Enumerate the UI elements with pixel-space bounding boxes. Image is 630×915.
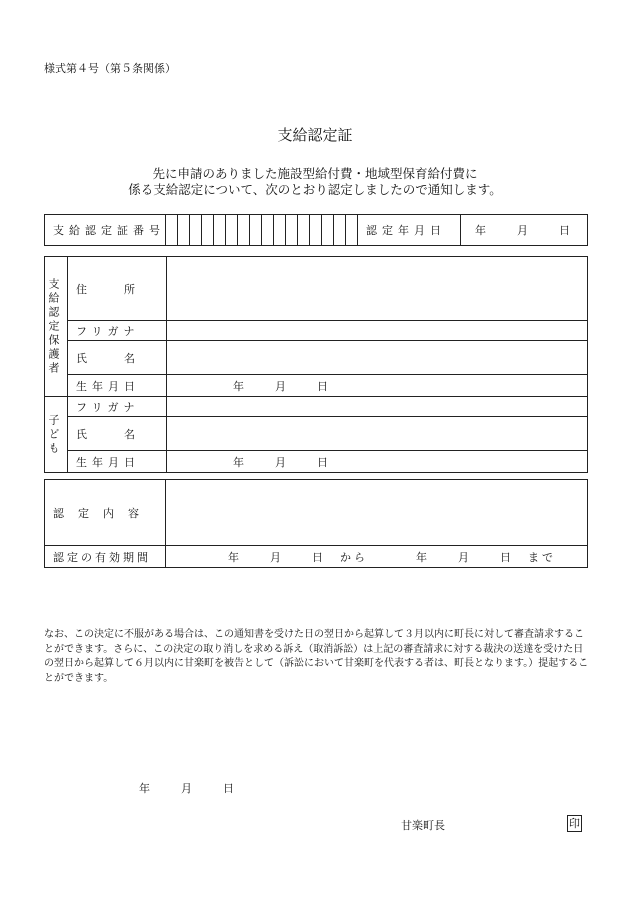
child-birth-value[interactable]: 年 月 日 [167, 451, 588, 473]
appeal-notice: なお、この決定に不服がある場合は、この通知書を受けた日の翌日から起算して３月以内に町長に対して審査請求することができます。さらに、この決定の取り消しを求める訴え（取消訴訟）は上記の審査請求に対する裁決の送達を受けた日の翌日から起算して６月以内に甘楽町を被告として（訴訟において甘楽町を代表する者は、町長となります。）提起することができます。 [44, 629, 589, 684]
cert-number-cell[interactable] [166, 215, 178, 246]
cert-number-cell[interactable] [190, 215, 202, 246]
cert-number-cell[interactable] [286, 215, 298, 246]
seal-mark: 印 [569, 817, 580, 830]
cert-number-cell[interactable] [238, 215, 250, 246]
address-label: 住 所 [68, 257, 167, 321]
lead-line-1: 先に申請のありました施設型給付費・地域型保育給付費に [152, 166, 478, 181]
person-table [44, 256, 588, 473]
cert-number-cell[interactable] [226, 215, 238, 246]
guardian-birth-label: 生年月日 [68, 375, 167, 397]
cert-date-value[interactable]: 年 月 日 [461, 215, 588, 246]
issuer-name: 甘楽町長 [401, 819, 445, 832]
child-group-cell [45, 397, 68, 473]
cert-number-cell[interactable] [310, 215, 322, 246]
period-to: 年 月 日 まで [416, 550, 556, 564]
cert-number-label: 支給認定証番号 [45, 215, 166, 246]
guardian-group-cell [45, 257, 68, 397]
guardian-furigana-label: フリガナ [68, 321, 167, 341]
address-value[interactable] [167, 257, 588, 321]
child-name-value[interactable] [167, 417, 588, 451]
cert-number-cell[interactable] [334, 215, 346, 246]
cert-content-label: 認定内容 [45, 480, 166, 546]
lead-line-2: 係る支給認定について、次のとおり認定しましたので通知します。 [128, 182, 502, 197]
child-name-label: 氏 名 [68, 417, 167, 451]
document-title: 支給認定証 [277, 126, 353, 144]
cert-number-cell[interactable] [202, 215, 214, 246]
guardian-group-label: 支給認定保護者 [47, 277, 60, 376]
cert-number-cell[interactable] [250, 215, 262, 246]
cert-content-value[interactable] [166, 480, 588, 546]
cert-number-cell[interactable] [322, 215, 334, 246]
guardian-birth-value[interactable]: 年 月 日 [167, 375, 588, 397]
cert-content-table [44, 479, 588, 568]
child-furigana-value[interactable] [167, 397, 588, 417]
cert-number-cell[interactable] [214, 215, 226, 246]
cert-number-cell[interactable] [298, 215, 310, 246]
cert-number-cell[interactable] [262, 215, 274, 246]
cert-number-table [44, 214, 588, 246]
issue-date: 年 月 日 [139, 782, 237, 795]
child-birth-label: 生年月日 [68, 451, 167, 473]
cert-period-label: 認定の有効期間 [45, 546, 166, 568]
period-from: 年 月 日 から [228, 550, 368, 564]
cert-period-value[interactable] [166, 546, 588, 568]
guardian-name-value[interactable] [167, 341, 588, 375]
guardian-furigana-value[interactable] [167, 321, 588, 341]
guardian-name-label: 氏 名 [68, 341, 167, 375]
child-furigana-label: フリガナ [68, 397, 167, 417]
cert-date-label: 認定年月日 [358, 215, 461, 246]
cert-number-cell[interactable] [346, 215, 358, 246]
child-group-label: 子ども [47, 413, 60, 456]
form-number: 様式第４号（第５条関係） [44, 62, 176, 75]
cert-number-cell[interactable] [274, 215, 286, 246]
cert-number-cell[interactable] [178, 215, 190, 246]
